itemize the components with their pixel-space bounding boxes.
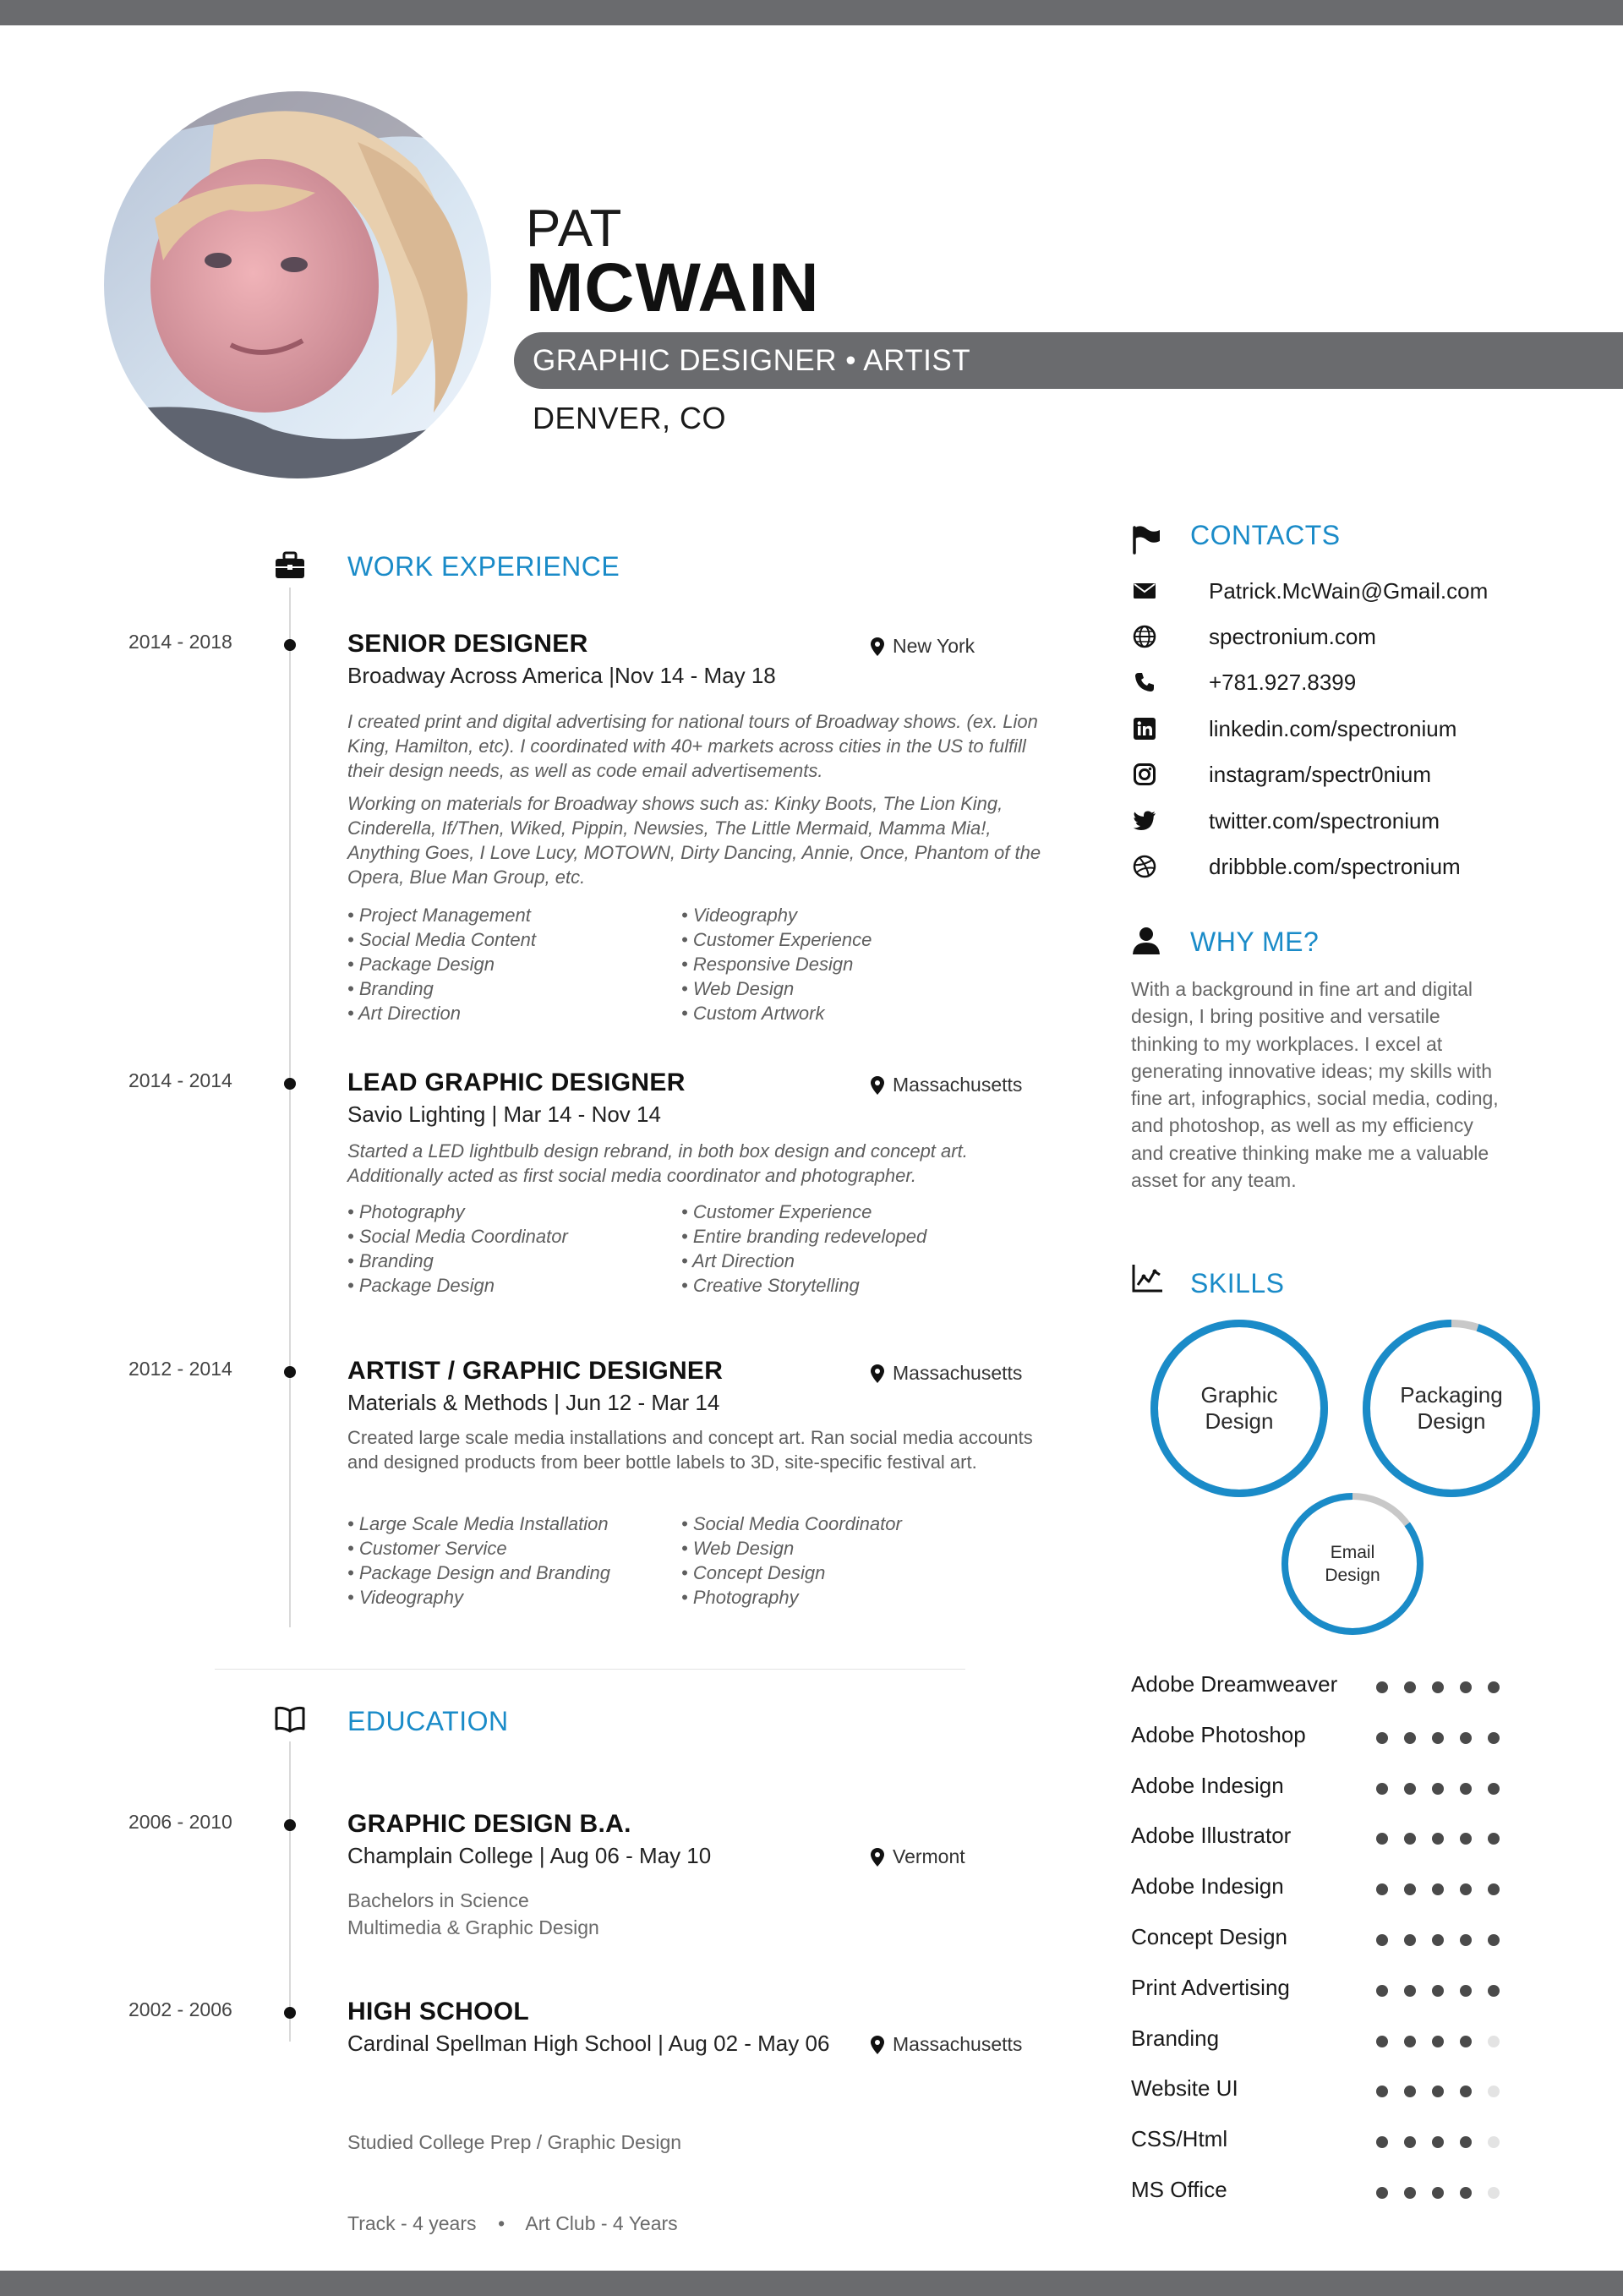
skill-rating-row: [1131, 1873, 1503, 1907]
job-location-text: Massachusetts: [893, 1074, 1023, 1096]
skill-name: Concept Design: [1131, 1924, 1287, 1949]
contact-instagram[interactable]: [1131, 757, 1431, 791]
list-item: • Photography: [681, 1587, 799, 1608]
job-skill-list-left: [347, 903, 536, 1025]
first-name: PAT: [526, 200, 623, 258]
contact-linkedin[interactable]: [1131, 712, 1457, 746]
skill-dot-filled: [1432, 1783, 1444, 1795]
education-detail: [347, 2075, 681, 2264]
top-bar: [0, 0, 1623, 25]
list-item: • Responsive Design: [681, 954, 854, 975]
list-item: • Social Media Content: [347, 929, 536, 950]
skill-dot-filled: [1488, 1732, 1500, 1744]
skill-level-dots: [1376, 2086, 1500, 2097]
education-location-text: Massachusetts: [893, 2033, 1023, 2055]
job-skill-list-left: [347, 1512, 610, 1610]
list-item: • Photography: [347, 1201, 465, 1222]
map-pin-icon: [871, 1076, 884, 1095]
skill-dot-filled: [1432, 1985, 1444, 1997]
skill-rating-row: [1131, 1773, 1503, 1807]
list-item: • Customer Service: [347, 1538, 507, 1559]
list-item: • Project Management: [347, 905, 531, 926]
chart-line-icon: [1131, 1263, 1163, 1298]
list-item: • Concept Design: [681, 1562, 826, 1583]
skill-dot-filled: [1404, 1934, 1416, 1946]
education-detail: [347, 1887, 599, 1941]
contact-phone[interactable]: [1131, 665, 1357, 699]
skill-dot-filled: [1460, 2187, 1472, 2199]
education-title: GRAPHIC DESIGN B.A.: [347, 1810, 631, 1838]
job-location: [871, 1362, 1022, 1385]
skill-dot-filled: [1404, 1833, 1416, 1845]
job-skill-list-left: [347, 1200, 568, 1298]
skill-dot-filled: [1460, 1833, 1472, 1845]
skill-level-dots: [1376, 1783, 1500, 1795]
skill-dot-filled: [1404, 1783, 1416, 1795]
list-item: • Creative Storytelling: [681, 1275, 860, 1296]
contact-text: dribbble.com/spectronium: [1209, 853, 1461, 879]
dribbble-icon: [1131, 853, 1158, 880]
skill-rating-row: [1131, 1671, 1503, 1705]
contact-email[interactable]: [1131, 574, 1489, 608]
skill-ring-label: [1281, 1492, 1424, 1636]
contact-website[interactable]: [1131, 620, 1376, 653]
contact-text: twitter.com/spectronium: [1209, 807, 1440, 834]
skill-dot-filled: [1404, 1985, 1416, 1997]
skill-ring-label-line: Design: [1325, 1566, 1380, 1585]
job-dates: 2014 - 2018: [128, 631, 232, 653]
job-dates: 2014 - 2014: [128, 1069, 232, 1091]
section-divider: [215, 1669, 965, 1670]
linkedin-icon: [1131, 715, 1158, 742]
skill-dot-filled: [1432, 2136, 1444, 2148]
job-title-tagline: GRAPHIC DESIGNER • ARTIST: [533, 344, 971, 377]
skill-dot-filled: [1376, 2136, 1388, 2148]
job-location: [871, 1074, 1022, 1096]
contact-text: spectronium.com: [1209, 623, 1376, 649]
education-school: Cardinal Spellman High School | Aug 02 - May 06: [347, 2031, 830, 2056]
list-item: • Package Design: [347, 954, 495, 975]
skill-name: CSS/Html: [1131, 2126, 1228, 2152]
skill-rating-row: [1131, 1975, 1503, 2009]
map-pin-icon: [871, 637, 884, 656]
skill-dot-filled: [1432, 1732, 1444, 1744]
skill-ring-label-line: Graphic: [1200, 1382, 1278, 1408]
education-detail-line: Bachelors in Science: [347, 1889, 529, 1911]
skill-level-dots: [1376, 1883, 1500, 1895]
education-school: Champlain College | Aug 06 - May 10: [347, 1843, 712, 1868]
skill-rating-row: [1131, 1924, 1503, 1958]
skill-ring-label-line: Design: [1417, 1408, 1486, 1434]
skill-dot-filled: [1488, 1833, 1500, 1845]
education-detail-line: Studied College Prep / Graphic Design: [347, 2131, 682, 2153]
list-item: • Large Scale Media Installation: [347, 1513, 609, 1534]
education-location: [871, 1845, 965, 1868]
education-dates: 2006 - 2010: [128, 1811, 232, 1833]
skill-dot-filled: [1432, 2187, 1444, 2199]
work-experience-heading: WORK EXPERIENCE: [347, 551, 620, 582]
skill-dot-filled: [1432, 2036, 1444, 2047]
skill-dot-filled: [1376, 1833, 1388, 1845]
skill-dot-filled: [1404, 2187, 1416, 2199]
job-company: Savio Lighting | Mar 14 - Nov 14: [347, 1102, 661, 1127]
skill-dot-empty: [1488, 2036, 1500, 2047]
skill-dot-filled: [1432, 2086, 1444, 2097]
last-name: MCWAIN: [526, 249, 820, 326]
skill-dot-filled: [1376, 2187, 1388, 2199]
briefcase-icon: [274, 549, 306, 586]
skill-name: Website UI: [1131, 2075, 1238, 2102]
contact-text: instagram/spectr0nium: [1209, 761, 1431, 787]
skill-name: Print Advertising: [1131, 1974, 1290, 2000]
list-item: • Social Media Coordinator: [347, 1226, 568, 1247]
title-band: [514, 332, 1623, 389]
skill-rating-row: [1131, 2126, 1503, 2160]
list-item: • Web Design: [681, 1538, 795, 1559]
list-item: • Custom Artwork: [681, 1003, 825, 1024]
skill-rating-row: [1131, 2075, 1503, 2109]
skill-dot-filled: [1460, 1732, 1472, 1744]
why-me-heading: WHY ME?: [1190, 927, 1320, 957]
job-location: [871, 635, 975, 658]
skill-dot-empty: [1488, 2086, 1500, 2097]
skill-dot-filled: [1488, 1883, 1500, 1895]
education-heading: EDUCATION: [347, 1706, 509, 1736]
map-pin-icon: [871, 2036, 884, 2054]
list-item: • Customer Experience: [681, 1201, 872, 1222]
twitter-icon: [1131, 807, 1158, 834]
skill-name: Adobe Dreamweaver: [1131, 1671, 1338, 1697]
skill-dot-filled: [1404, 2086, 1416, 2097]
list-item: • Social Media Coordinator: [681, 1513, 902, 1534]
home-location: DENVER, CO: [533, 401, 727, 435]
skill-dot-filled: [1376, 1883, 1388, 1895]
skill-level-dots: [1376, 2187, 1500, 2199]
map-pin-icon: [871, 1848, 884, 1867]
skill-name: Branding: [1131, 2025, 1220, 2051]
skill-ring-label-line: Email: [1330, 1543, 1375, 1562]
list-item: • Branding: [347, 978, 434, 999]
skill-rating-row: [1131, 2177, 1503, 2211]
skill-level-dots: [1376, 2036, 1500, 2047]
job-dates: 2012 - 2014: [128, 1358, 232, 1380]
skill-dot-filled: [1404, 1681, 1416, 1693]
contact-dribbble[interactable]: [1131, 850, 1461, 883]
skill-dot-filled: [1376, 1783, 1388, 1795]
education-detail-line: Multimedia & Graphic Design: [347, 1916, 599, 1938]
profile-photo: [104, 91, 491, 478]
job-skill-list-right: [681, 903, 872, 1025]
job-company: Broadway Across America |Nov 14 - May 18: [347, 663, 776, 688]
globe-icon: [1131, 623, 1158, 650]
skill-dot-filled: [1404, 2136, 1416, 2148]
skill-name: Adobe Indesign: [1131, 1772, 1284, 1798]
job-location-text: Massachusetts: [893, 1362, 1023, 1384]
skill-ring-label: [1362, 1319, 1541, 1498]
list-item: • Customer Experience: [681, 929, 872, 950]
bottom-bar: [0, 2271, 1623, 2296]
skill-rating-row: [1131, 2025, 1503, 2059]
skill-dot-filled: [1460, 1883, 1472, 1895]
skill-ring-label-line: Design: [1205, 1408, 1274, 1434]
list-item: • Art Direction: [681, 1250, 795, 1271]
contact-text: +781.927.8399: [1209, 669, 1357, 695]
skill-dot-filled: [1376, 1732, 1388, 1744]
timeline-dot: [284, 1819, 296, 1831]
job-description: Created large scale media installations and concept art. Ran social media accounts and designed products from beer bottle labels to 3D, site-specific festival art.: [347, 1427, 1033, 1473]
open-book-icon: [274, 1706, 306, 1737]
phone-icon: [1131, 669, 1158, 696]
skill-dot-empty: [1488, 2187, 1500, 2199]
skill-level-dots: [1376, 1985, 1500, 1997]
skill-name: Adobe Indesign: [1131, 1873, 1284, 1900]
skill-dot-filled: [1460, 1681, 1472, 1693]
job-description: Started a LED lightbulb design rebrand, in both box design and concept art. Additionally acted as first social media coordinator and photographer.: [347, 1140, 968, 1186]
envelope-icon: [1131, 577, 1158, 604]
skill-rating-row: [1131, 1823, 1503, 1856]
timeline-dot: [284, 639, 296, 651]
skill-dot-filled: [1432, 1934, 1444, 1946]
skill-ring-label-line: Packaging: [1400, 1382, 1503, 1408]
job-description: I created print and digital advertising for national tours of Broadway shows. (ex. Lion King, Hamilton, etc). I coordinated with 40+ markets across cities in the US to fulfill their design needs, as well as code email advertisements.: [347, 711, 1038, 781]
skill-dot-filled: [1488, 1934, 1500, 1946]
skill-rating-row: [1131, 1722, 1503, 1756]
skill-dot-filled: [1376, 2036, 1388, 2047]
list-item: • Package Design and Branding: [347, 1562, 611, 1583]
skill-dot-filled: [1432, 1681, 1444, 1693]
map-pin-icon: [871, 1364, 884, 1383]
list-item: • Entire branding redeveloped: [681, 1226, 927, 1247]
skill-name: Adobe Illustrator: [1131, 1823, 1292, 1849]
list-item: • Web Design: [681, 978, 795, 999]
contacts-heading: CONTACTS: [1190, 520, 1341, 550]
education-location-text: Vermont: [893, 1845, 965, 1867]
skill-dot-filled: [1488, 1681, 1500, 1693]
list-item: • Art Direction: [347, 1003, 462, 1024]
skill-dot-filled: [1460, 2036, 1472, 2047]
skill-dot-filled: [1460, 2086, 1472, 2097]
skills-heading: SKILLS: [1190, 1268, 1285, 1298]
flag-icon: [1131, 524, 1163, 559]
contact-twitter[interactable]: [1131, 804, 1440, 838]
job-description-shows: Working on materials for Broadway shows such as: Kinky Boots, The Lion King, Cinderella, If/Then, Wiked, Pippin, Newsies, The Little Mermaid, Mamma Mia!, Anything Goes, I Love Lucy, MOTOWN, Dirty Dancing, Annie, Once, Phantom of the Opera, Blue Man Group, etc.: [347, 793, 1041, 888]
person-icon: [1131, 925, 1161, 959]
skill-dot-filled: [1460, 1934, 1472, 1946]
list-item: • Branding: [347, 1250, 434, 1271]
job-skill-list-right: [681, 1512, 902, 1610]
skill-dot-filled: [1460, 2136, 1472, 2148]
skill-dot-filled: [1460, 1783, 1472, 1795]
timeline-dot: [284, 2007, 296, 2019]
list-item: • Videography: [681, 905, 797, 926]
skill-level-dots: [1376, 1732, 1500, 1744]
skill-dot-filled: [1376, 1934, 1388, 1946]
skill-dot-filled: [1432, 1833, 1444, 1845]
skill-dot-filled: [1488, 1783, 1500, 1795]
job-title: SENIOR DESIGNER: [347, 630, 588, 658]
skill-level-dots: [1376, 1934, 1500, 1946]
education-location: [871, 2033, 1022, 2056]
list-item: • Videography: [347, 1587, 463, 1608]
skill-dot-empty: [1488, 2136, 1500, 2148]
skill-level-dots: [1376, 2136, 1500, 2148]
skill-name: Adobe Photoshop: [1131, 1721, 1306, 1747]
skill-dot-filled: [1460, 1985, 1472, 1997]
skill-level-dots: [1376, 1681, 1500, 1693]
skill-dot-filled: [1404, 2036, 1416, 2047]
skill-dot-filled: [1404, 1732, 1416, 1744]
skill-ring-label: [1150, 1319, 1329, 1498]
skill-name: MS Office: [1131, 2177, 1227, 2202]
work-timeline: [289, 588, 291, 1627]
instagram-icon: [1131, 761, 1158, 788]
timeline-dot: [284, 1366, 296, 1378]
skill-dot-filled: [1432, 1883, 1444, 1895]
job-location-text: New York: [893, 635, 975, 657]
skill-dot-filled: [1376, 1681, 1388, 1693]
education-detail-line: Track - 4 years • Art Club - 4 Years: [347, 2212, 678, 2234]
job-skill-list-right: [681, 1200, 926, 1298]
skill-dot-filled: [1376, 2086, 1388, 2097]
skill-dot-filled: [1488, 1985, 1500, 1997]
contact-text: linkedin.com/spectronium: [1209, 715, 1457, 741]
education-dates: 2002 - 2006: [128, 1998, 232, 2020]
job-company: Materials & Methods | Jun 12 - Mar 14: [347, 1390, 720, 1415]
skill-level-dots: [1376, 1833, 1500, 1845]
list-item: • Package Design: [347, 1275, 495, 1296]
skill-dot-filled: [1376, 1985, 1388, 1997]
timeline-dot: [284, 1078, 296, 1090]
job-title: ARTIST / GRAPHIC DESIGNER: [347, 1357, 724, 1385]
contact-text: Patrick.McWain@Gmail.com: [1209, 577, 1489, 604]
skill-dot-filled: [1404, 1883, 1416, 1895]
why-me-text: With a background in fine art and digital design, I bring positive and versatile thinking to my workplaces. I excel at generating innovative ideas; my skills with fine art, infographics, social media, coding, and photoshop, as well as my efficiency and creative thinking make me a valuable asset for any team.: [1131, 978, 1499, 1192]
education-timeline: [289, 1741, 291, 2042]
job-title: LEAD GRAPHIC DESIGNER: [347, 1069, 686, 1096]
education-title: HIGH SCHOOL: [347, 1998, 529, 2025]
